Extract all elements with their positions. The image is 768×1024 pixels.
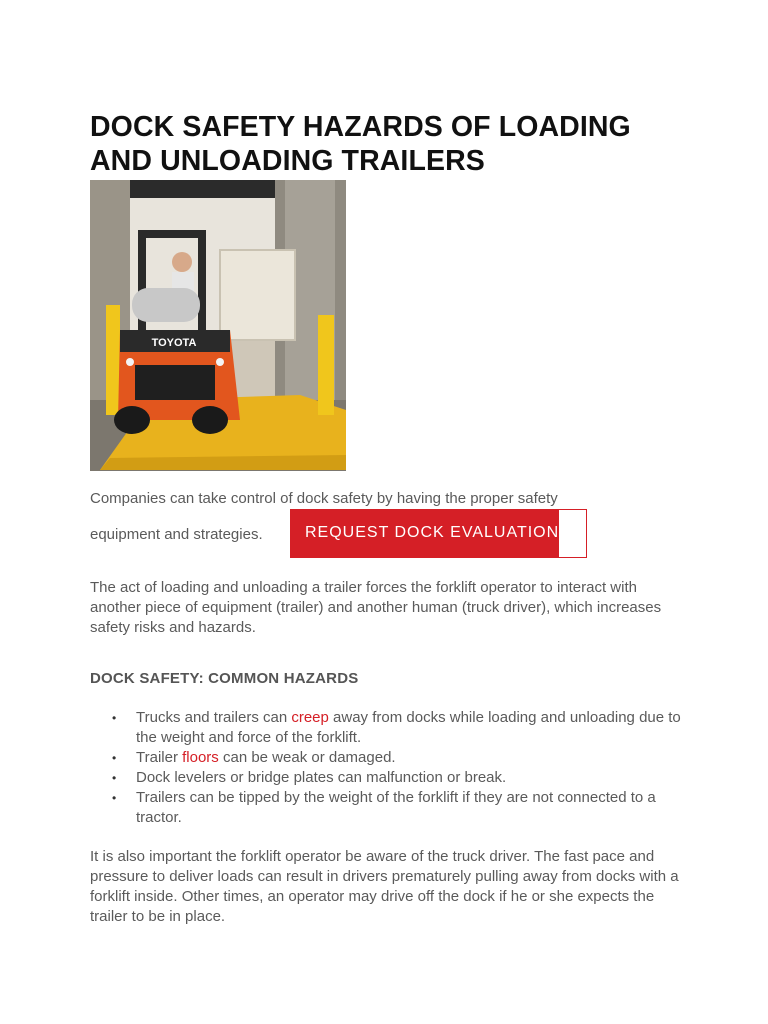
- page-title: DOCK SAFETY HAZARDS OF LOADING AND UNLOADING TRAILERS: [90, 111, 631, 177]
- list-item: • Trailers can be tipped by the weight of the forklift if they are not connected to a tractor.: [90, 788, 690, 828]
- request-dock-evaluation-button[interactable]: [290, 509, 587, 558]
- hazards-list: [90, 708, 690, 828]
- forklift-photo: [90, 180, 346, 471]
- creep-link[interactable]: creep: [291, 709, 329, 726]
- forklift-brand-text: TOYOTA: [151, 337, 197, 349]
- body-paragraph: It is also important the forklift operator be aware of the truck driver. The fast pace and pressure to deliver loads can result in drivers prematurely pulling away from docks with a forklift inside. Other times, an operator may drive off the dock if he or she expects the trailer to be in place.: [90, 848, 679, 925]
- list-item: • Dock levelers or bridge plates can malfunction or break.: [90, 768, 690, 788]
- list-item: • Trailer floors can be weak or damaged.: [90, 748, 690, 768]
- intro-text-continued: equipment and strategies.: [90, 526, 263, 543]
- cta-label: REQUEST DOCK EVALUATION: [305, 524, 559, 541]
- floors-link[interactable]: floors: [182, 749, 219, 766]
- cta-fill: [291, 510, 559, 557]
- list-item: • Trucks and trailers can creep away from docks while loading and unloading due to the weight and force of the forklift.: [90, 708, 690, 748]
- body-paragraph: The act of loading and unloading a trailer forces the forklift operator to interact with another piece of equipment (trailer) and another human (truck driver), which increases safety risks and hazards.: [90, 579, 662, 636]
- section-heading: DOCK SAFETY: COMMON HAZARDS: [90, 670, 359, 687]
- intro-text: Companies can take control of dock safety by having the proper safety: [90, 490, 558, 507]
